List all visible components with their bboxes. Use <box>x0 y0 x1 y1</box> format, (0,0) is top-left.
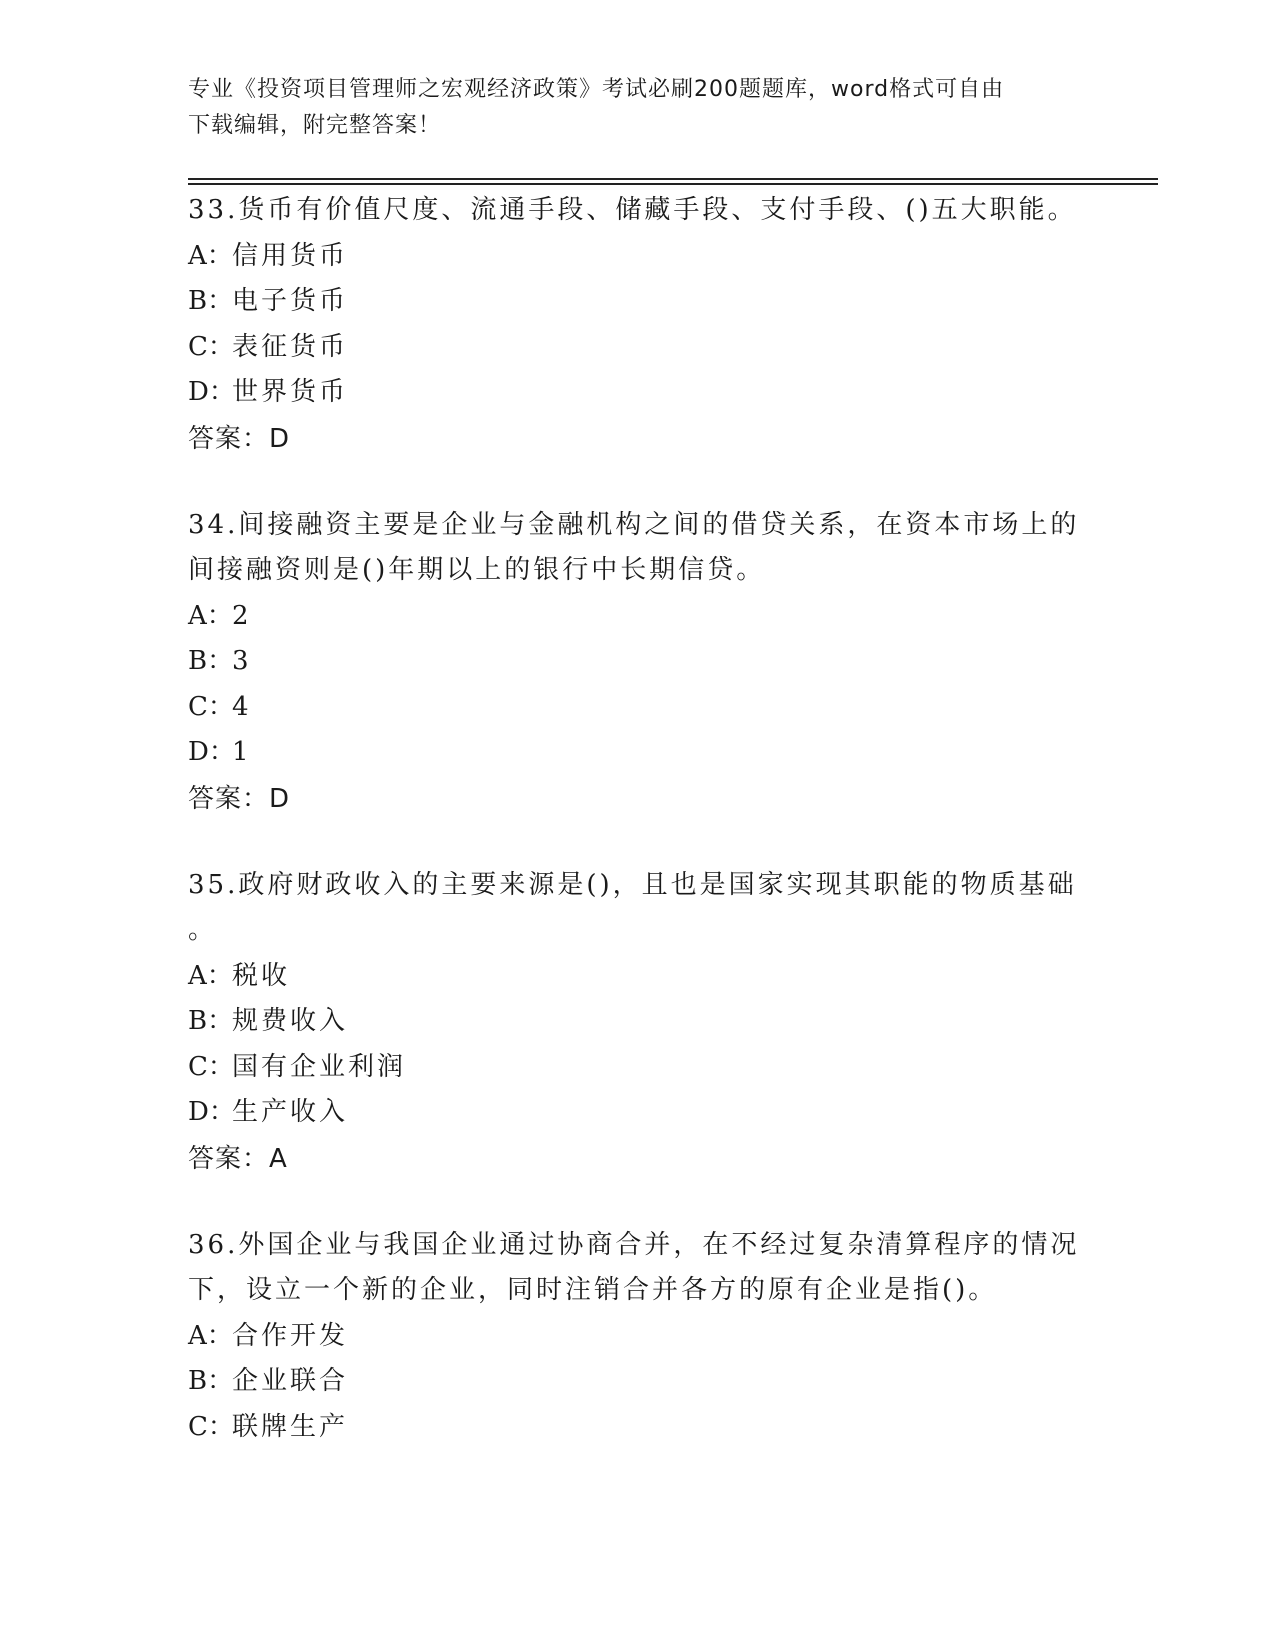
option-text: 税收 <box>232 960 291 991</box>
option-letter: C： <box>188 1411 234 1442</box>
question-stem: 35.政府财政收入的主要来源是()，且也是国家实现其职能的物质基础 <box>188 869 1077 900</box>
option-a <box>188 234 1088 280</box>
option-c <box>188 325 1088 371</box>
option-letter: D： <box>188 737 235 767</box>
option-letter: D： <box>188 1097 235 1127</box>
option-letter: A： <box>188 960 233 991</box>
option-letter: C： <box>188 691 234 722</box>
answer-line: 答案：D <box>188 423 291 454</box>
question-33 <box>188 188 1088 462</box>
option-text: 合作开发 <box>232 1320 349 1351</box>
answer-line: 答案：D <box>188 783 291 814</box>
option-letter: A： <box>188 240 233 271</box>
option-text: 国有企业利润 <box>232 1051 407 1082</box>
option-text: 4 <box>232 691 252 722</box>
option-letter: B： <box>188 1006 234 1036</box>
option-text: 3 <box>232 646 252 676</box>
option-c <box>188 685 1088 731</box>
question-stem-continued: 。 <box>188 915 218 945</box>
answer-line: 答案：A <box>188 1143 288 1174</box>
option-text: 联牌生产 <box>232 1411 349 1442</box>
option-d <box>188 730 1088 776</box>
question-stem-continued: 下，设立一个新的企业，同时注销合并各方的原有企业是指()。 <box>188 1275 998 1305</box>
option-a <box>188 594 1088 640</box>
option-a <box>188 954 1088 1000</box>
header-divider-top <box>188 178 1158 180</box>
question-34 <box>188 503 1088 822</box>
question-stem: 34.间接融资主要是企业与金融机构之间的借贷关系，在资本市场上的 <box>188 509 1080 540</box>
option-text: 规费收入 <box>232 1006 349 1036</box>
option-b <box>188 1359 1088 1405</box>
option-d <box>188 1090 1088 1136</box>
header-line-1: 专业《投资项目管理师之宏观经济政策》考试必刷200题题库，word格式可自由 <box>188 77 1005 102</box>
option-letter: A： <box>188 1320 233 1351</box>
option-text: 2 <box>232 600 252 631</box>
question-stem-continued: 间接融资则是()年期以上的银行中长期信贷。 <box>188 555 766 585</box>
option-d <box>188 370 1088 416</box>
question-35 <box>188 863 1088 1182</box>
option-b <box>188 639 1088 685</box>
question-stem: 33.货币有价值尺度、流通手段、储藏手段、支付手段、()五大职能。 <box>188 195 1077 225</box>
option-b <box>188 999 1088 1045</box>
question-list <box>188 188 1088 1491</box>
question-36 <box>188 1223 1088 1451</box>
option-letter: B： <box>188 1366 234 1396</box>
option-letter: D： <box>188 377 235 407</box>
option-text: 信用货币 <box>232 240 349 271</box>
option-text: 生产收入 <box>232 1097 349 1127</box>
option-letter: B： <box>188 286 234 316</box>
option-text: 世界货币 <box>232 377 349 407</box>
option-c <box>188 1405 1088 1451</box>
option-text: 表征货币 <box>232 331 349 362</box>
option-letter: B： <box>188 646 234 676</box>
header-line-2: 下载编辑，附完整答案！ <box>188 113 442 138</box>
option-text: 电子货币 <box>232 286 349 316</box>
option-letter: C： <box>188 331 234 362</box>
option-c <box>188 1045 1088 1091</box>
option-b <box>188 279 1088 325</box>
option-text: 企业联合 <box>232 1366 349 1396</box>
option-letter: A： <box>188 600 233 631</box>
question-stem: 36.外国企业与我国企业通过协商合并，在不经过复杂清算程序的情况 <box>188 1229 1080 1260</box>
option-letter: C： <box>188 1051 234 1082</box>
document-header <box>188 72 1088 144</box>
option-text: 1 <box>232 737 252 767</box>
header-divider-bottom <box>188 183 1158 185</box>
option-a <box>188 1314 1088 1360</box>
